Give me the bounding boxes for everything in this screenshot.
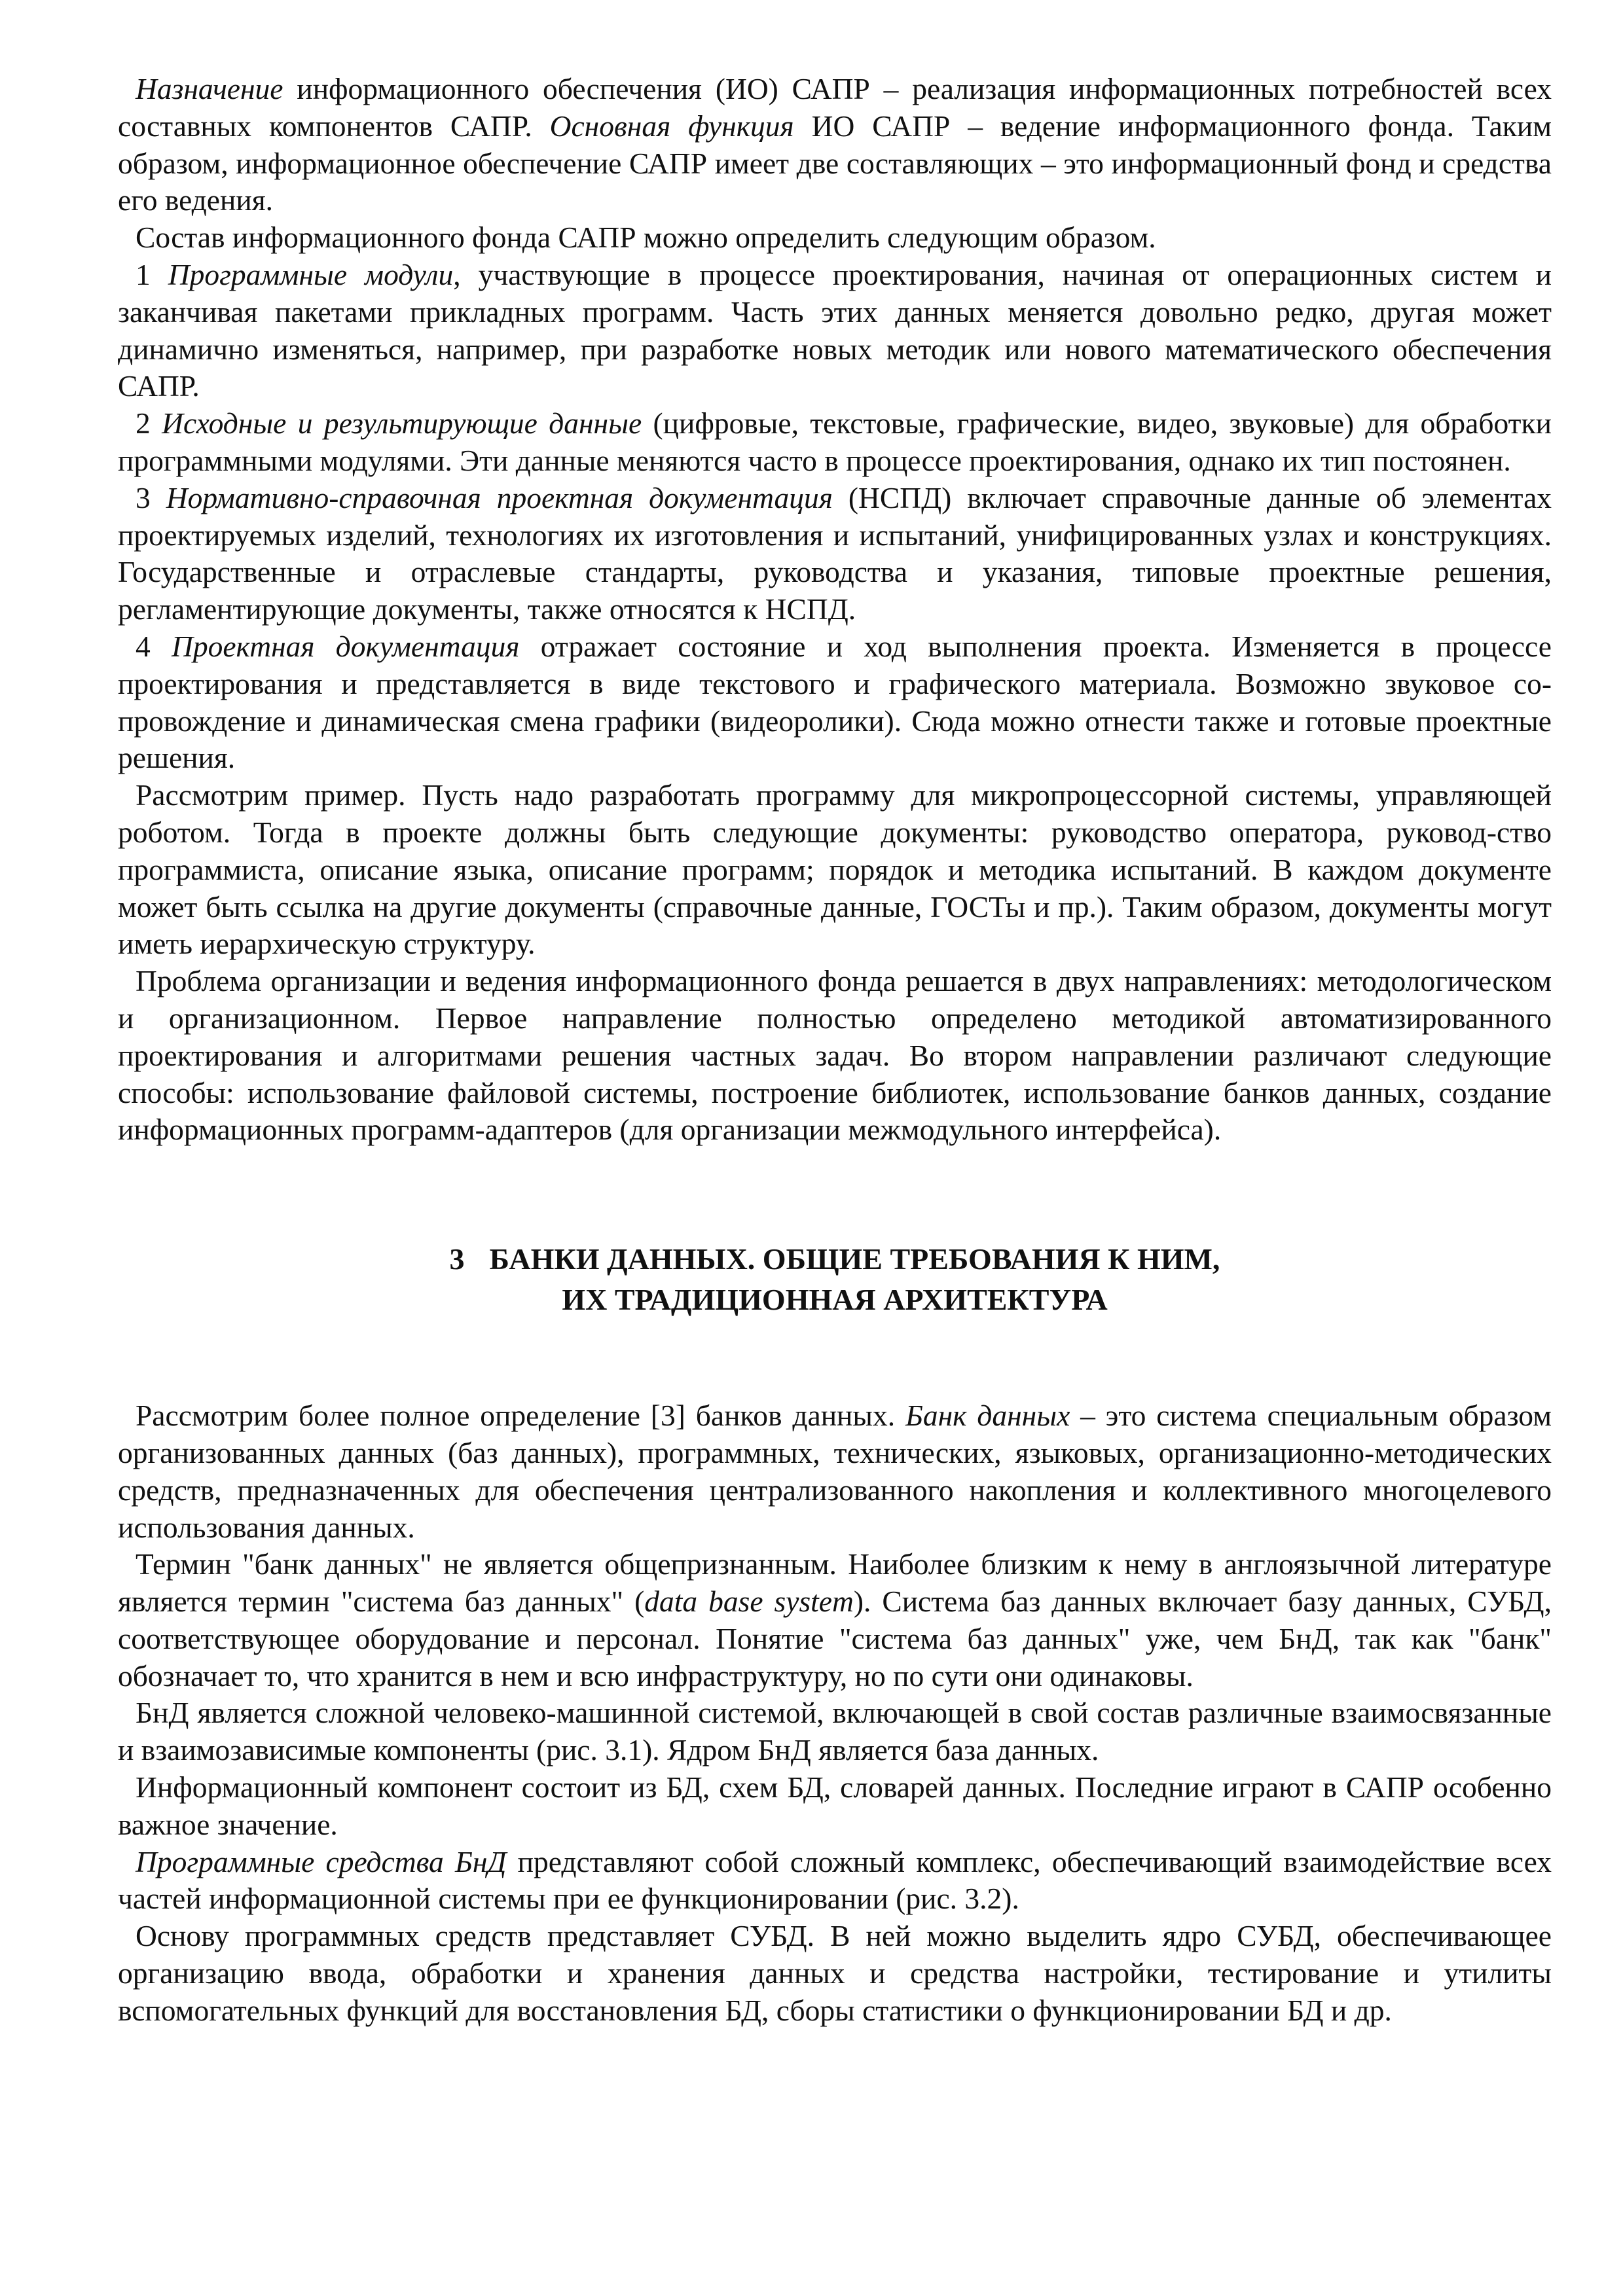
document-page	[118, 71, 1552, 2030]
text-run: БнД является сложной человеко-машинной системой, включающей в свой состав различные взаимосвязанные и взаимозависимые компоненты (рис. 3.1). Ядром БнД является база данных.	[118, 1696, 1552, 1767]
text-run: – это система специальным образом организованных данных (баз данных), программных, технических, языковых, организационно-методических средств, предназначенных для обеспечения централизованного накопления и коллективного многоцелевого использования данных.	[118, 1399, 1552, 1544]
italic-term: Назначение	[136, 72, 283, 105]
italic-term: Основная функция	[549, 109, 794, 143]
paragraph	[118, 1546, 1552, 1695]
text-run: 1	[136, 257, 168, 291]
italic-term: Проектная документация	[171, 629, 520, 663]
paragraph	[118, 1918, 1552, 2029]
text-run: Термин "банк данных" не является общепризнанным. Наиболее близким к нему в англоязычной литературе является термин "система баз данных" (	[118, 1547, 1552, 1619]
section-title-line-1: БАНКИ ДАННЫХ. ОБЩИЕ ТРЕБОВАНИЯ К НИМ,	[489, 1242, 1220, 1276]
text-run: Проблема организации и ведения информационного фонда решается в двух направлениях: методологическом и организационном. Первое направление полностью определено методикой автоматизированного проектирования и алгоритмами решения частных задач. Во втором направлении различают следующие способы: использование файловой системы, построение библиотек, использование банков данных, создание информационных программ-адаптеров (для организации межмодульного интерфейса).	[118, 964, 1552, 1147]
text-run: Рассмотрим пример. Пусть надо разработать программу для микропроцессорной системы, управляющей роботом. Тогда в проекте должны быть следующие документы: руководство оператора, руковод-ство программиста, описание языка, описание программ; порядок и методика испытаний. В каждом документе может быть ссылка на другие документы (справочные данные, ГОСТы и пр.). Таким образом, документы могут иметь иерархическую структуру.	[118, 778, 1552, 961]
text-run: Рассмотрим более полное определение [3] банков данных.	[136, 1399, 905, 1433]
paragraph	[118, 963, 1552, 1149]
text-run: отражает состояние и ход выполнения проекта. Изменяется в процессе проектирования и представляется в виде текстового и графического материала. Возможно звуковое сопровождение и динамическая смена графики (видеоролики). Сюда можно отнести также и готовые проектные решения.	[118, 629, 1552, 775]
italic-term: Программные модули	[168, 257, 454, 291]
text-run: ). Система баз данных включает базу данных, СУБД, соответствующее оборудование и персонал. Понятие "система баз данных" уже, чем БнД, так как "банк" обозначает то, что хранится в нем и всю инфраструктуру, но по сути они одинаковы.	[118, 1585, 1552, 1693]
section-title-line-2: ИХ ТРАДИЦИОННАЯ АРХИТЕКТУРА	[562, 1283, 1108, 1317]
paragraph	[118, 257, 1552, 405]
section-body	[118, 1397, 1552, 2030]
intro-section	[118, 71, 1552, 1149]
paragraph	[118, 1769, 1552, 1844]
text-run: 3	[136, 480, 166, 514]
paragraph	[118, 71, 1552, 219]
text-run: Состав информационного фонда САПР можно определить следующим образом.	[136, 221, 1156, 255]
paragraph	[118, 1397, 1552, 1546]
text-run: информационного обеспечения (ИО) САПР – реализация информационных потребностей всех составных компонентов САПР.	[118, 72, 1552, 143]
paragraph	[118, 480, 1552, 628]
text-run: ИО САПР – ведение информационного фонда. Таким образом, информационное обеспечение САПР имеет две составляющих – это информационный фонд и средства его ведения.	[118, 109, 1552, 217]
text-run: 4	[136, 629, 172, 663]
text-run: (НСПД) включает справочные данные об элементах проектируемых изделий, технологиях их изготовления и испытаний, унифицированных узлах и конструкциях. Государственные и отраслевые стандарты, руководства и указания, типовые проектные решения, регламентирующие документы, также относятся к НСПД.	[118, 480, 1552, 626]
italic-term: Исходные и результирующие данные	[162, 406, 642, 440]
section-number: 3	[449, 1242, 465, 1276]
paragraph	[118, 777, 1552, 963]
italic-term: Банк данных	[905, 1399, 1070, 1433]
text-run: 2	[136, 406, 162, 440]
italic-term: Нормативно-справочная проектная документация	[166, 480, 833, 514]
paragraph	[118, 219, 1552, 257]
paragraph	[118, 1695, 1552, 1769]
paragraph	[118, 628, 1552, 777]
section-heading	[118, 1239, 1552, 1320]
text-run: Информационный компонент состоит из БД, схем БД, словарей данных. Последние играют в САПР особенно важное значение.	[118, 1770, 1552, 1841]
text-run: представляют собой сложный комплекс, обеспечивающий взаимодействие всех частей информационной системы при ее функционировании (рис. 3.2).	[118, 1844, 1552, 1916]
italic-term: data base system	[644, 1585, 854, 1619]
paragraph	[118, 405, 1552, 480]
text-run: Основу программных средств представляет СУБД. В ней можно выделить ядро СУБД, обеспечивающее организацию ввода, обработки и хранения данных и средства настройки, тестирование и утилиты вспомогательных функций для восстановления БД, сборы статистики о функционировании БД и др.	[118, 1919, 1552, 2027]
text-run: (цифровые, текстовые, графические, видео, звуковые) для обработки программными модулями. Эти данные меняются часто в процессе проектирования, однако их тип постоянен.	[118, 406, 1552, 477]
italic-term: Программные средства БнД	[136, 1844, 507, 1878]
text-run: , участвующие в процессе проектирования, начиная от операционных систем и заканчивая пакетами прикладных программ. Часть этих данных меняется довольно редко, другая может динамично изменяться, например, при разработке новых методик или нового математического обеспечения САПР.	[118, 257, 1552, 403]
paragraph	[118, 1844, 1552, 1918]
